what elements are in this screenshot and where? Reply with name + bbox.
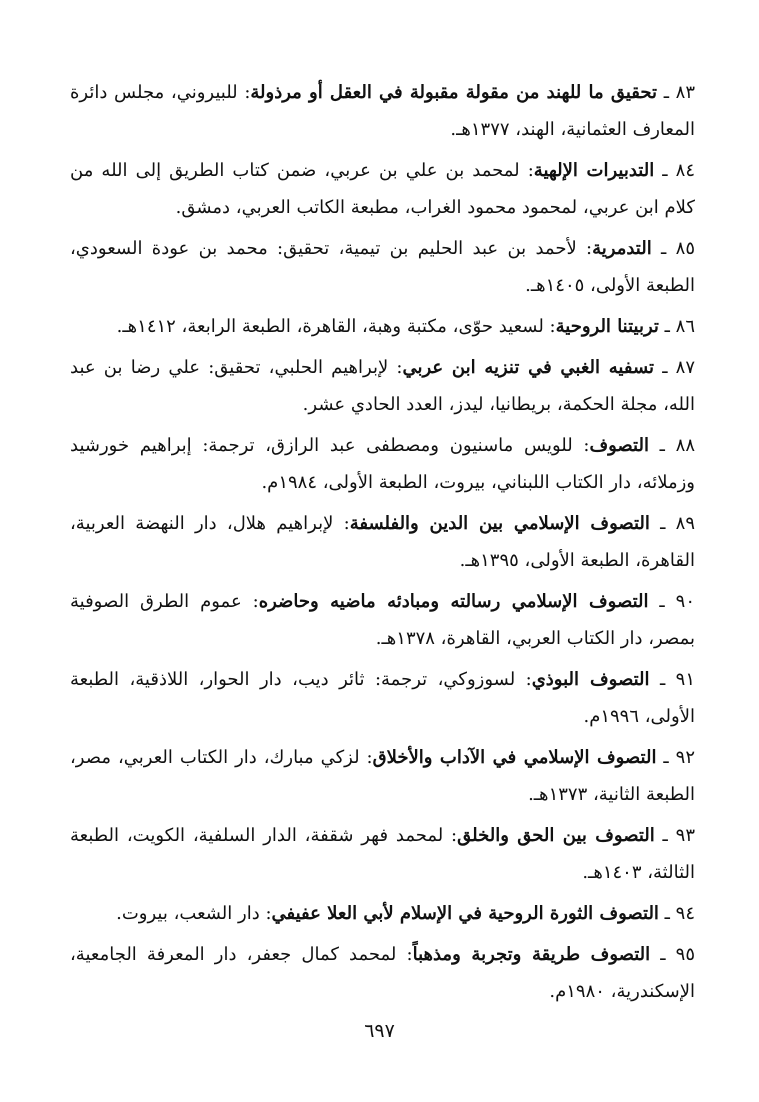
entry-details: : للويس ماسنيون ومصطفى عبد الرازق، ترجمة: إبراهيم خورشيد وزملائه، دار الكتاب اللبناني، بيروت، الطبعة الأولى، ١٩٨٤م.: [70, 435, 695, 493]
entry-title: التصوف البوذي: [531, 669, 650, 690]
entry-details: : لمحمد كمال جعفر، دار المعرفة الجامعية، الإسكندرية، ١٩٨٠م.: [70, 944, 695, 1002]
entry-number: ٨٩ ـ: [649, 513, 695, 534]
bibliography-entry: [70, 936, 695, 1010]
entry-details: : لسوزوكي، ترجمة: ثائر ديب، دار الحوار، اللاذقية، الطبعة الأولى، ١٩٩٦م.: [70, 669, 695, 727]
entry-title: التصوف بين الحق والخلق: [457, 825, 655, 846]
entry-details: : لإبراهيم هلال، دار النهضة العربية، القاهرة، الطبعة الأولى، ١٣٩٥هـ.: [70, 513, 695, 571]
entry-number: ٨٨ ـ: [648, 435, 695, 456]
entry-number: ٩٤ ـ: [658, 903, 695, 924]
bibliography-entry: [70, 661, 695, 735]
entry-details: : لأحمد بن عبد الحليم بن تيمية، تحقيق: محمد بن عودة السعودي، الطبعة الأولى، ١٤٠٥هـ.: [70, 238, 695, 296]
entry-number: ٩١ ـ: [649, 669, 695, 690]
entry-number: ٩٠ ـ: [648, 591, 695, 612]
bibliography-entry: [70, 152, 695, 226]
entry-title: تحقيق ما للهند من مقولة مقبولة في العقل أو مرذولة: [250, 82, 658, 103]
bibliography-list: [70, 74, 695, 1014]
entry-details: : لإبراهيم الحلبي، تحقيق: علي رضا بن عبد الله، مجلة الحكمة، بريطانيا، ليدز، العدد الحادي عشر.: [70, 357, 695, 415]
entry-details: : لسعيد حوّى، مكتبة وهبة، القاهرة، الطبعة الرابعة، ١٤١٢هـ.: [116, 316, 556, 337]
entry-number: ٨٦ ـ: [658, 316, 695, 337]
entry-number: ٨٣ ـ: [657, 82, 695, 103]
entry-details: : دار الشعب، بيروت.: [116, 903, 272, 924]
entry-title: التصوف طريقة وتجربة ومذهباً: [412, 944, 651, 965]
entry-number: ٨٥ ـ: [651, 238, 695, 259]
entry-details: : عموم الطرق الصوفية بمصر، دار الكتاب العربي، القاهرة، ١٣٧٨هـ.: [70, 591, 695, 649]
bibliography-entry: [70, 505, 695, 579]
entry-details: : لمحمد فهر شقفة، الدار السلفية، الكويت، الطبعة الثالثة، ١٤٠٣هـ.: [70, 825, 695, 883]
entry-title: التصوف الإسلامي في الآداب والأخلاق: [372, 747, 657, 768]
entry-title: التدمرية: [592, 238, 652, 259]
page-number: ٦٩٧: [364, 1020, 395, 1042]
bibliography-entry: [70, 74, 695, 148]
entry-title: تربيتنا الروحية: [555, 316, 659, 337]
entry-number: ٩٢ ـ: [656, 747, 695, 768]
bibliography-entry: [70, 308, 695, 345]
bibliography-entry: [70, 817, 695, 891]
bibliography-entry: [70, 349, 695, 423]
entry-details: : لزكي مبارك، دار الكتاب العربي، مصر، الطبعة الثانية، ١٣٧٣هـ.: [70, 747, 695, 805]
entry-title: تسفيه الغبي في تنزيه ابن عربي: [402, 357, 655, 378]
bibliography-entry: [70, 230, 695, 304]
entry-number: ٨٧ ـ: [654, 357, 695, 378]
entry-number: ٨٤ ـ: [654, 160, 695, 181]
entry-title: التصوف الإسلامي رسالته ومبادئه ماضيه وحاضره: [258, 591, 649, 612]
entry-details: : للبيروني، مجلس دائرة المعارف العثمانية، الهند، ١٣٧٧هـ.: [70, 82, 695, 140]
entry-title: التصوف الثورة الروحية في الإسلام لأبي العلا عفيفي: [271, 903, 659, 924]
bibliography-entry: [70, 739, 695, 813]
entry-title: التصوف: [589, 435, 649, 456]
entry-title: التصوف الإسلامي بين الدين والفلسفة: [349, 513, 650, 534]
entry-number: ٩٥ ـ: [650, 944, 696, 965]
entry-number: ٩٣ ـ: [654, 825, 695, 846]
bibliography-entry: [70, 427, 695, 501]
bibliography-entry: [70, 583, 695, 657]
entry-details: : لمحمد بن علي بن عربي، ضمن كتاب الطريق إلى الله من كلام ابن عربي، لمحمود محمود الغراب، مطبعة الكاتب العربي، دمشق.: [70, 160, 695, 218]
entry-title: التدبيرات الإلهية: [533, 160, 655, 181]
bibliography-entry: [70, 895, 695, 932]
